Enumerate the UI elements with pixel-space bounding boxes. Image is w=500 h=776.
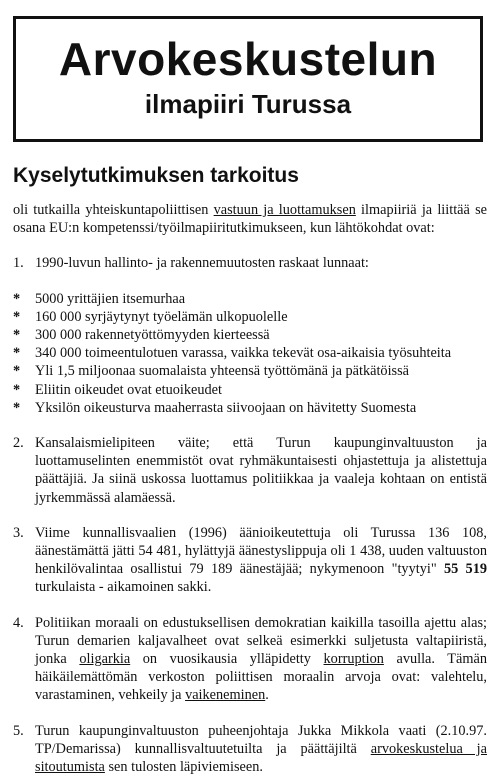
bullet-star: * xyxy=(13,381,21,398)
item5-text-2: sen tulosten läpiviemiseen. xyxy=(104,759,263,776)
intro-underlined-phrase: vastuun ja luottamuksen xyxy=(213,202,356,218)
item3-text-after: turkulaista - aikamoinen sakki. xyxy=(35,579,212,596)
bullet-star: * xyxy=(13,363,21,380)
list-item-4 xyxy=(13,614,487,705)
page-title: Arvokeskustelun xyxy=(58,33,438,85)
item3-bold-count: 55 519 xyxy=(443,561,487,578)
list-item-2 xyxy=(13,434,487,507)
title-box xyxy=(13,16,483,142)
item-number: 2. xyxy=(13,435,24,452)
item-text xyxy=(35,722,487,776)
bullet-item xyxy=(13,399,487,417)
bullet-star: * xyxy=(13,399,21,416)
list-item-1 xyxy=(13,254,487,272)
bullet-item xyxy=(13,326,487,344)
bullet-text: 340 000 toimeentulotuen varassa, vaikka tekevät osa-aikaisia työsuhteita xyxy=(35,345,452,362)
item-number: 1. xyxy=(13,255,24,272)
bullet-star: * xyxy=(13,345,21,362)
item-number: 3. xyxy=(13,524,24,541)
bullet-item xyxy=(13,308,487,326)
item3-text: Viime kunnallisvaalien (1996) äänioikeutettuja oli Turussa 136 108, äänestämättä jätti 54 481, hylättyjä äänestyslippuja oli 1 438, uuden valtuuston henkilövalintaa osallistui 79 189 äänestäjää; nykymenoon "tyytyi" xyxy=(35,524,487,578)
intro-text-1: oli tutkailla yhteiskuntapoliittisen xyxy=(13,202,214,218)
bullet-text: 5000 yrittäjien itsemurhaa xyxy=(35,290,186,307)
item5-underlined-phrase: arvokeskustelua ja sitoutumista xyxy=(35,740,487,776)
item-text xyxy=(35,614,487,705)
item4-underlined-korruption: korruption xyxy=(323,651,384,668)
bullet-star: * xyxy=(13,290,21,307)
item4-text-1: Politiikan moraali on edustuksellisen demokratian kaikilla tasoilla ajettu alas; Turun demarien kaljavalheet ovat selkeä esimerkki suljetusta valtapiiristä, jonka xyxy=(35,614,487,668)
bullet-list xyxy=(13,290,487,417)
intro-text-2: ilmapiiriä ja liittää se osana EU:n kompetenssi/työilmapiiritutkimukseen, kun lähtökohdat ovat: xyxy=(13,202,487,237)
bullet-item xyxy=(13,290,487,308)
list-item-5 xyxy=(13,722,487,776)
item4-underlined-vaikeneminen: vaikeneminen xyxy=(185,687,266,704)
bullet-text: 300 000 rakennetyöttömyyden kierteessä xyxy=(35,327,270,344)
item-number: 5. xyxy=(13,722,24,739)
item4-text-4: . xyxy=(265,687,269,704)
intro-paragraph xyxy=(13,201,487,237)
bullet-star: * xyxy=(13,327,21,344)
document-body xyxy=(13,201,487,776)
list-item-3 xyxy=(13,524,487,597)
bullet-text: 160 000 syrjäytynyt työelämän ulkopuolelle xyxy=(35,308,288,325)
bullet-text: Yli 1,5 miljoonaa suomalaista yhteensä työttömänä ja pätkätöissä xyxy=(35,363,410,380)
item-text xyxy=(35,524,487,597)
bullet-text: Eliitin oikeudet ovat etuoikeudet xyxy=(35,381,223,398)
page-subtitle: ilmapiiri Turussa xyxy=(144,89,352,119)
item4-text-3: avulla. Tämän häikäilemättömän verkoston poliittisen moraalin arvoja ovat: valehtelu, varastaminen, vehkeily ja xyxy=(35,651,488,704)
section-heading: Kyselytutkimuksen tarkoitus xyxy=(13,164,299,187)
item4-text-2: on vuosikausia ylläpidetty xyxy=(130,651,324,668)
bullet-star: * xyxy=(13,308,21,325)
bullet-item xyxy=(13,344,487,362)
item-number: 4. xyxy=(13,614,24,631)
item5-text-1: Turun kaupunginvaltuuston puheenjohtaja Jukka Mikkola vaati (2.10.97. TP/Demarissa) kunnallisvaltuutetuilta ja päättäjiltä xyxy=(35,722,487,757)
item4-underlined-oligarkia: oligarkia xyxy=(79,651,131,668)
item-text: Kansalaismielipiteen väite; että Turun kaupunginvaltuuston ja luottamuselinten enemmistöt ovat ryhmäkuntaisesti ohjastettuja ja alistettuja päättäjiä. Ja siinä uskossa luottamus politiikkaa ja vaaleja kohtaan on entistä jyrkemmässä alamäessä. xyxy=(35,435,487,506)
bullet-item xyxy=(13,362,487,380)
item-text: 1990-luvun hallinto- ja rakennemuutosten raskaat lunnaat: xyxy=(35,255,369,272)
bullet-text: Yksilön oikeusturva maaherrasta siivoojaan on hävitetty Suomesta xyxy=(35,399,417,416)
bullet-item xyxy=(13,381,487,399)
